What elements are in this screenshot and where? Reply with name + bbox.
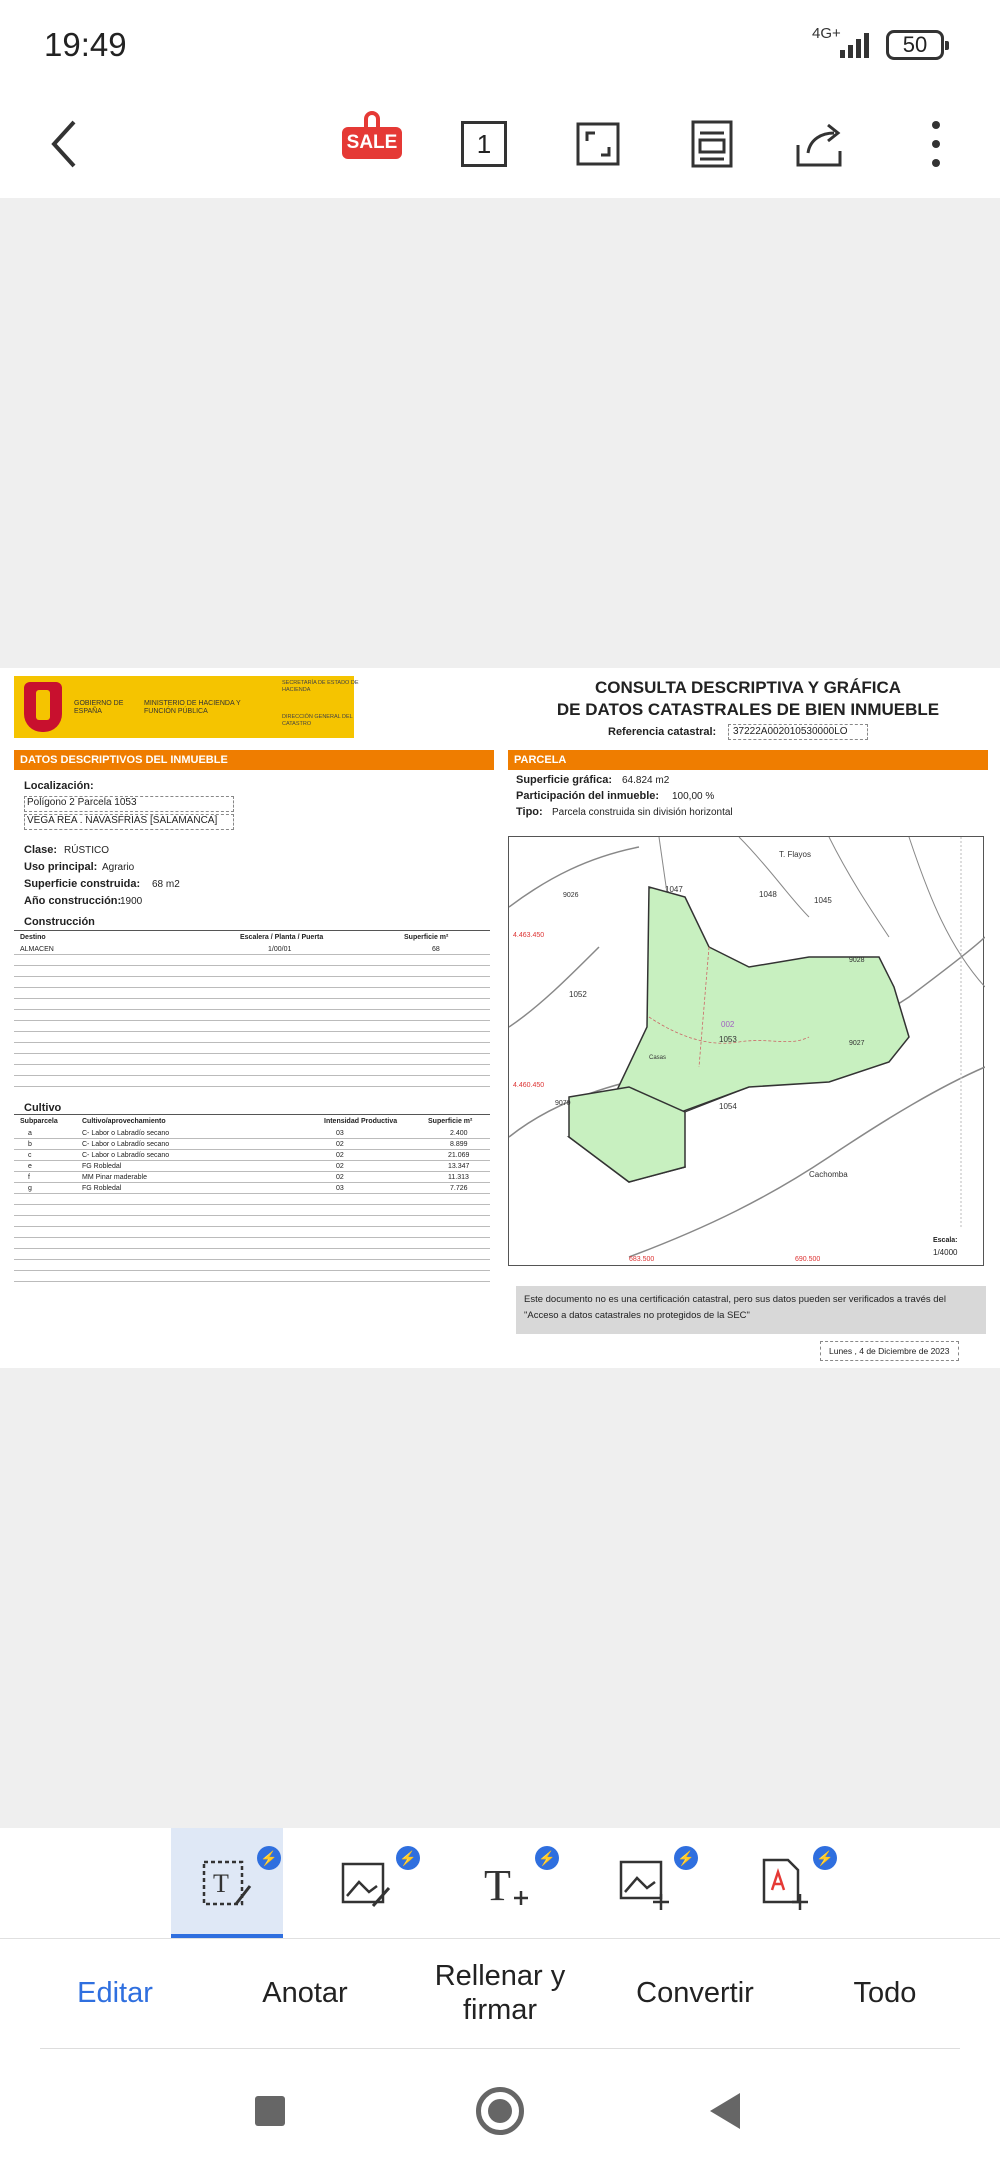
cultivo-row: g FG Robledal 03 7.726 [14,1183,490,1194]
cultivo-table-header [14,1114,490,1128]
svg-text:1048: 1048 [759,890,777,899]
parcela-header: PARCELA [508,750,988,770]
datos-header: DATOS DESCRIPTIVOS DEL INMUEBLE [14,750,494,770]
status-bar [0,0,1000,90]
svg-text:1054: 1054 [719,1102,737,1111]
col-destino: Destino [20,934,46,941]
svg-text:1052: 1052 [569,990,587,999]
svg-text:9028: 9028 [849,957,865,964]
doc-title-line2: DE DATOS CATASTRALES DE BIEN INMUEBLE [556,700,940,719]
cultivo-row: a C- Labor o Labradío secano 03 2.400 [14,1128,490,1139]
svg-text:1053: 1053 [719,1035,737,1044]
svg-text:1045: 1045 [814,896,832,905]
logo-ministerio: MINISTERIO DE HACIENDA Y FUNCIÓN PÚBLICA [144,700,241,715]
svg-text:1047: 1047 [665,885,683,894]
right-column [508,668,988,1368]
logo-direccion: DIRECCIÓN GENERAL DEL CATASTRO [282,714,353,727]
tab-anotar[interactable]: Anotar [262,1977,348,2009]
referencia-label: Referencia catastral: [608,726,717,738]
add-text-icon [478,1856,532,1910]
layout-button[interactable] [676,108,748,180]
construccion-label: Construcción [24,916,95,928]
svg-text:1/4000: 1/4000 [933,1248,958,1257]
fit-screen-button[interactable] [562,108,634,180]
add-text-tool[interactable] [449,1828,561,1938]
bolt-icon: ⚡ [674,1846,698,1870]
row-destino: ALMACEN [20,946,54,953]
coat-of-arms-icon [24,682,62,732]
col-intensidad: Intensidad Productiva [324,1118,398,1125]
clock: 19:49 [44,26,127,63]
parcel-map-drawing [509,837,985,1267]
col-superficie: Superficie m² [404,934,449,941]
uso-label: Uso principal: [24,861,98,873]
localizacion-label: Localización: [24,780,94,792]
network-indicator: 4G+ [812,25,841,42]
col-superficie-cultivo: Superficie m² [428,1118,473,1125]
bolt-icon: ⚡ [257,1846,281,1870]
document-viewer[interactable] [0,198,1000,1828]
localizacion-line2: VEGA REA . NAVASFRIAS [SALAMANCA] [24,814,234,830]
svg-text:4.460.450: 4.460.450 [513,1082,545,1089]
logo-secretaria: SECRETARÍA DE ESTADO DE HACIENDA [282,680,359,693]
home-button[interactable] [476,2087,524,2135]
row-sup: 68 [432,946,440,953]
doc-title-line1: CONSULTA DESCRIPTIVA Y GRÁFICA [594,678,902,697]
svg-text:T. Flayos: T. Flayos [779,850,812,859]
localizacion-line1: Polígono 2 Parcela 1053 [24,796,234,812]
tipo-value: Parcela construida sin división horizontal [552,807,733,818]
page-number-button[interactable] [448,108,520,180]
bolt-icon: ⚡ [813,1846,837,1870]
referencia-value: 37222A002010530000LO [728,724,868,740]
logo-gobierno: GOBIERNO DE ESPAÑA [74,700,124,715]
svg-text:Casas: Casas [649,1055,667,1061]
battery-icon [886,30,944,60]
system-back-button[interactable] [710,2093,740,2129]
svg-text:9070: 9070 [555,1100,571,1107]
battery-level: 50 [902,32,928,57]
cultivo-row: b C- Labor o Labradío secano 02 8.899 [14,1139,490,1150]
tab-editar[interactable]: Editar [77,1977,153,2009]
edit-image-tool[interactable] [310,1828,422,1938]
sup-grafica-label: Superficie gráfica: [516,774,612,786]
add-image-icon [617,1856,671,1910]
construccion-row [14,944,490,955]
svg-text:Escala:: Escala: [933,1237,958,1244]
tab-todo[interactable]: Todo [853,1977,917,2009]
svg-text:T: T [213,1869,229,1898]
page-layout-icon [690,119,734,169]
top-toolbar [0,90,1000,198]
page-number: 1 [461,121,507,167]
edit-image-icon [339,1856,393,1910]
signal-icon [838,30,874,60]
chevron-left-icon [46,116,86,172]
back-button[interactable] [30,108,102,180]
participacion-label: Participación del inmueble: [516,790,660,802]
tab-rellenar-y-firmar[interactable]: Rellenar y firmar [434,1960,566,2026]
pdf-page[interactable] [0,668,1000,1368]
tipo-label: Tipo: [516,806,543,818]
recent-apps-button[interactable] [255,2096,285,2126]
document-date: Lunes , 4 de Diciembre de 2023 [820,1341,959,1361]
participacion-value: 100,00 % [672,791,715,802]
cultivo-row: f MM Pinar maderable 02 11.313 [14,1172,490,1183]
sup-grafica-value: 64.824 m2 [622,775,670,786]
more-vertical-icon [930,119,942,169]
sale-badge[interactable] [340,107,404,165]
svg-text:9027: 9027 [849,1040,865,1047]
system-nav-bar [0,2049,1000,2168]
construccion-table-header [14,930,490,944]
fullscreen-icon [575,121,621,167]
left-column [14,668,494,1368]
svg-text:683.500: 683.500 [629,1256,655,1263]
more-options-button[interactable] [900,108,972,180]
bolt-icon: ⚡ [535,1846,559,1870]
disclaimer-note: Este documento no es una certificación catastral, pero sus datos pueden ser verificados a través del "Acceso a datos catastrales no protegidos de la SEC" [516,1286,986,1334]
svg-text:Cachomba: Cachomba [809,1170,848,1179]
anio-value: 1900 [120,896,143,907]
svg-text:9026: 9026 [563,892,579,899]
tools-row [0,1828,1000,1938]
svg-text:T: T [484,1861,511,1910]
clase-label: Clase: [24,844,58,856]
col-planta: Escalera / Planta / Puerta [240,934,324,941]
row-planta: 1/00/01 [268,946,292,953]
bolt-icon: ⚡ [396,1846,420,1870]
edit-text-icon [200,1856,254,1910]
sale-label: SALE [342,127,402,159]
tab-convertir[interactable]: Convertir [636,1977,754,2009]
col-subparcela: Subparcela [20,1118,58,1125]
superficie-label: Superficie construida: [24,878,141,890]
add-image-tool[interactable] [588,1828,700,1938]
uso-value: Agrario [102,862,135,873]
superficie-value: 68 m2 [152,879,180,890]
cultivo-row: e FG Robledal 02 13.347 [14,1161,490,1172]
share-icon [794,119,850,169]
add-pdf-tool[interactable] [727,1828,839,1938]
clase-value: RÚSTICO [64,845,109,856]
cultivo-row: c C- Labor o Labradío secano 02 21.069 [14,1150,490,1161]
cultivo-label: Cultivo [24,1102,62,1114]
edit-text-tool[interactable] [171,1828,283,1938]
share-button[interactable] [786,108,858,180]
col-cultivo: Cultivo/aprovechamiento [82,1118,166,1125]
svg-text:4.463.450: 4.463.450 [513,932,545,939]
cadastral-map[interactable] [508,836,984,1266]
svg-text:690.500: 690.500 [795,1256,821,1263]
add-pdf-icon [756,1856,810,1910]
svg-text:002: 002 [721,1020,735,1029]
anio-label: Año construcción: [24,895,122,907]
bottom-tabs [0,1938,1000,2048]
